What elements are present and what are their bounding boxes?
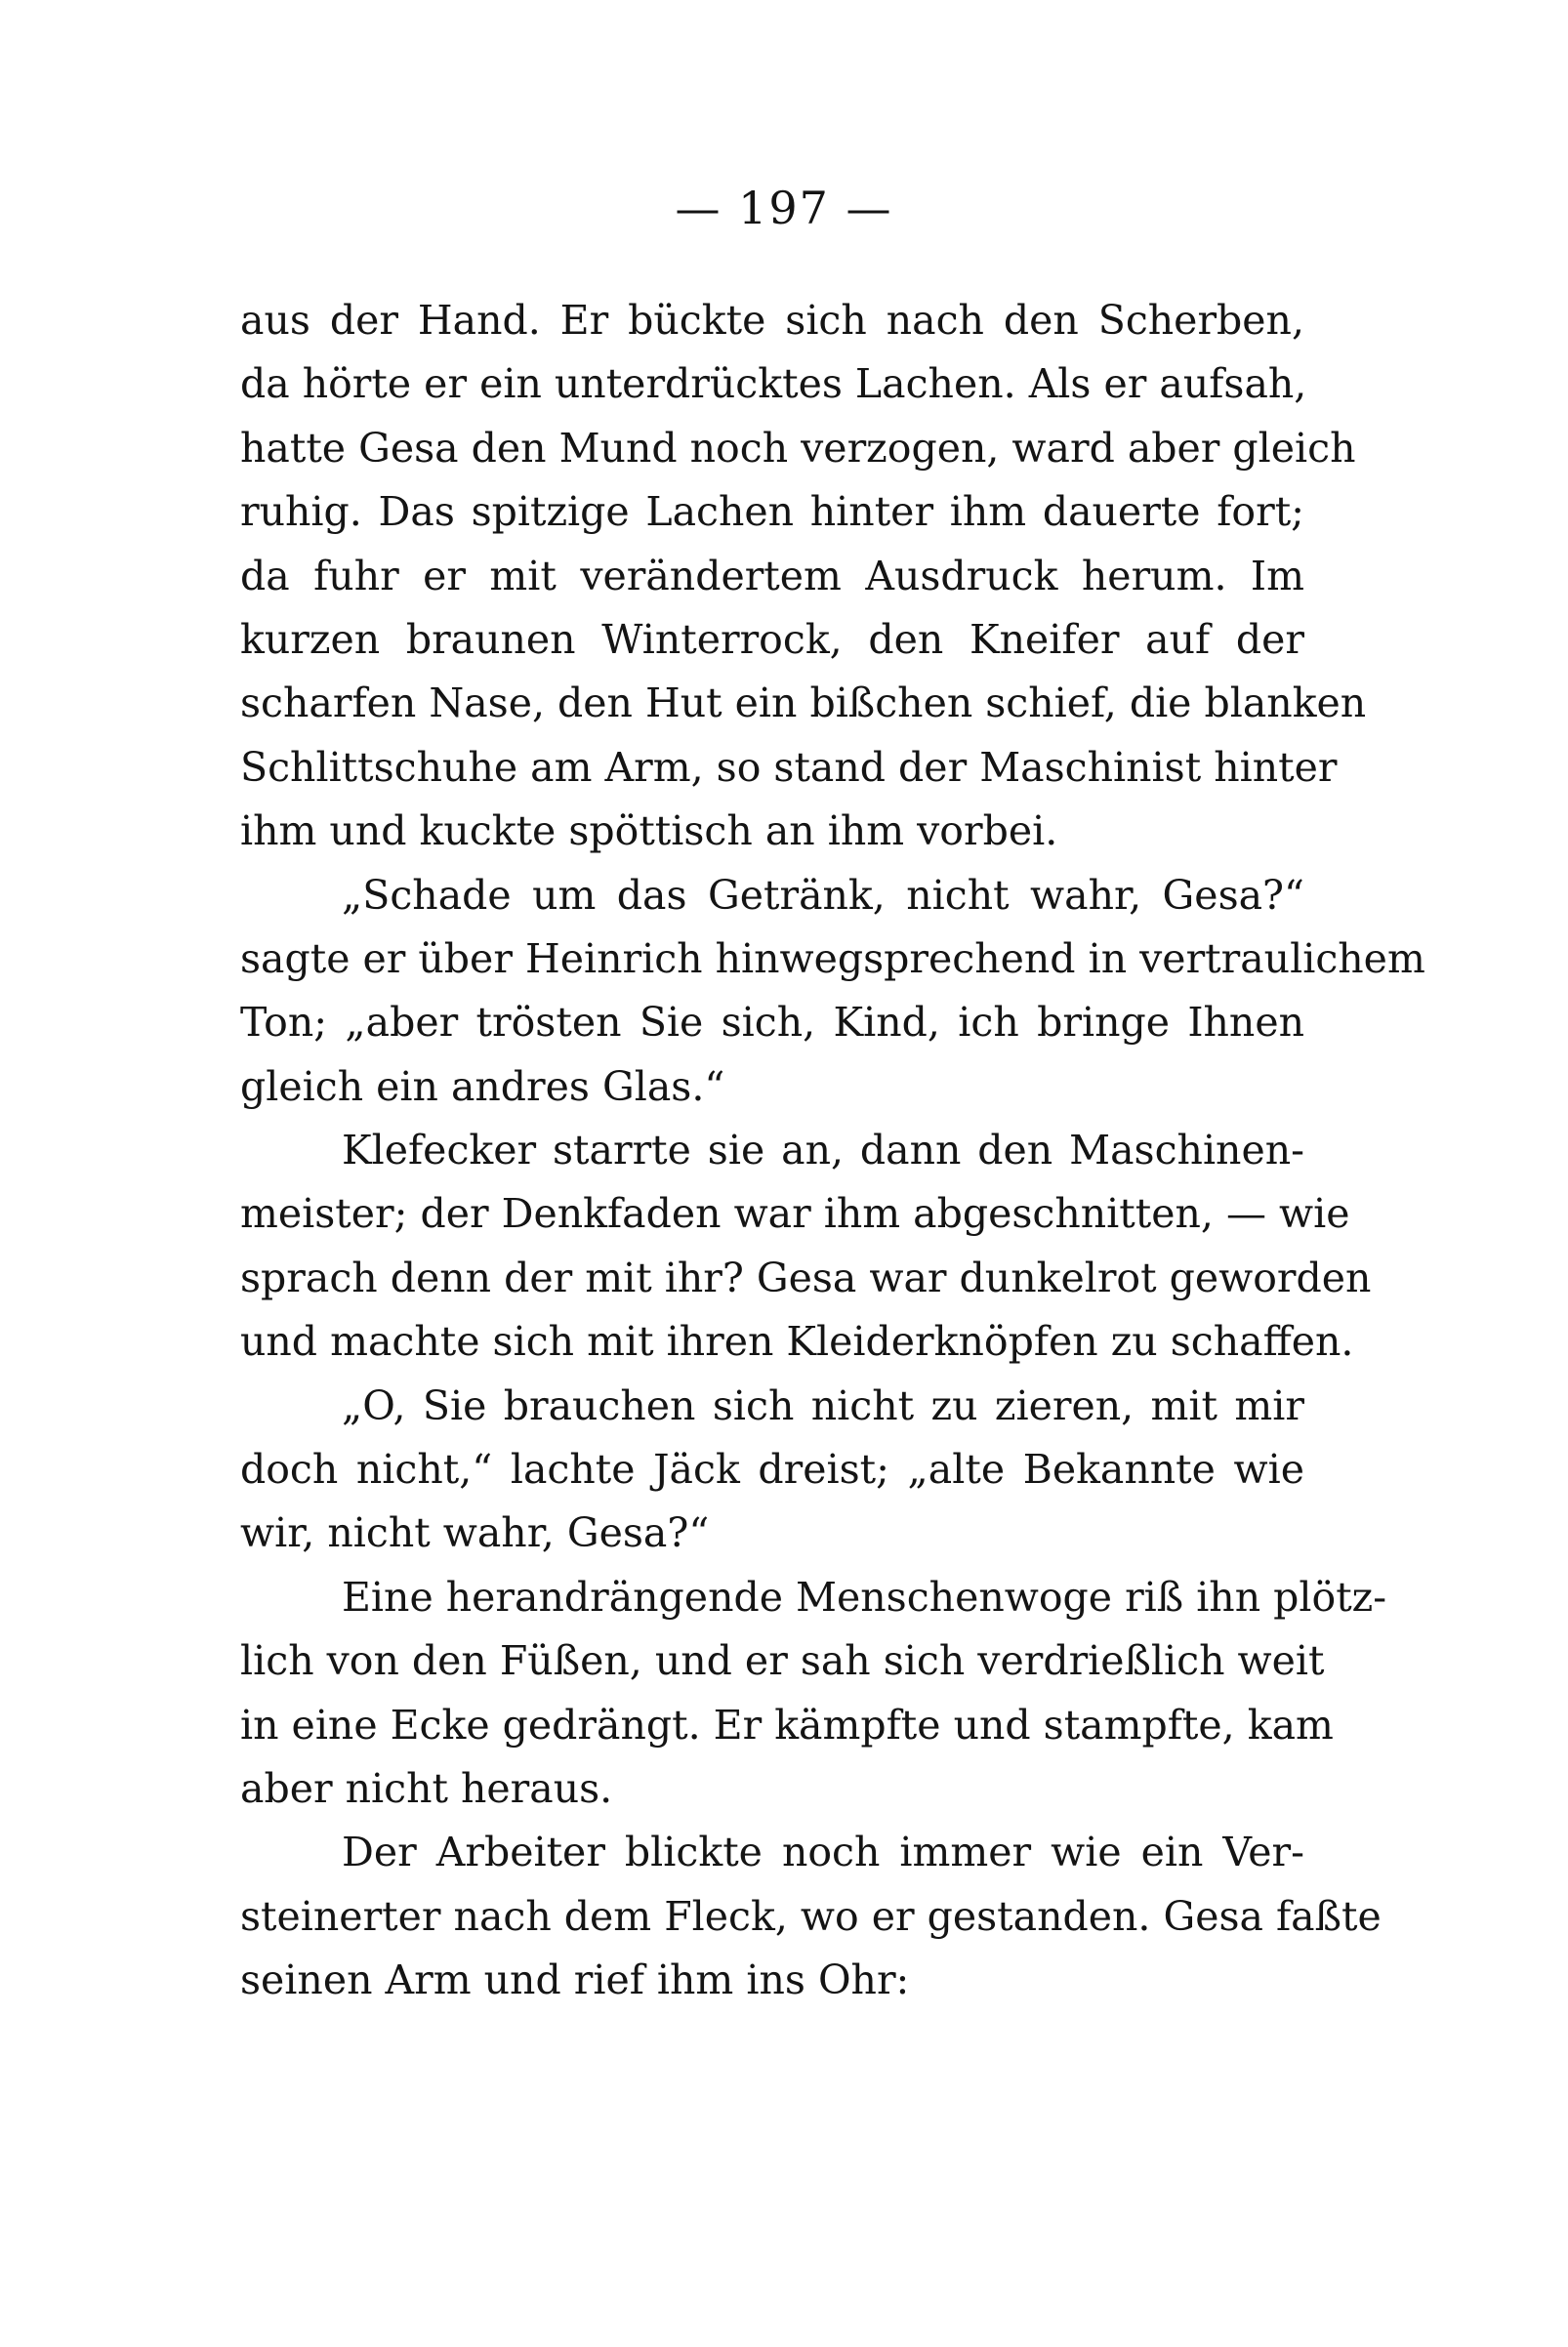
text-line: sagte er über Heinrich hinwegsprechend in vertraulichem: [240, 934, 1425, 982]
text-line: in eine Ecke gedrängt. Er kämpfte und stampfte, kam: [240, 1701, 1334, 1749]
text-line: ruhig. Das spitzige Lachen hinter ihm dauerte fort;: [240, 488, 1304, 536]
text-line: Eine herandrängende Menschenwoge riß ihn plötz-: [342, 1573, 1387, 1621]
text-line: „O, Sie brauchen sich nicht zu zieren, mit mir: [342, 1381, 1304, 1429]
text-line: kurzen braunen Winterrock, den Kneifer auf der: [240, 615, 1304, 663]
text-line: Ton; „aber trösten Sie sich, Kind, ich bringe Ihnen: [240, 999, 1304, 1047]
text-line: und machte sich mit ihren Kleiderknöpfen zu schaffen.: [240, 1318, 1354, 1366]
text-line: meister; der Denkfaden war ihm abgeschnitten, — wie: [240, 1190, 1350, 1238]
text-line: Der Arbeiter blickte noch immer wie ein Ver-: [342, 1829, 1304, 1876]
text-line: sprach denn der mit ihr? Gesa war dunkelrot geworden: [240, 1254, 1372, 1301]
text-line: aus der Hand. Er bückte sich nach den Scherben,: [240, 297, 1304, 344]
text-line: Schlittschuhe am Arm, so stand der Maschinist hinter: [240, 743, 1338, 791]
text-line: lich von den Füßen, und er sah sich verdrießlich weit: [240, 1637, 1325, 1685]
page-number: — 197 —: [675, 182, 893, 234]
text-line: seinen Arm und rief ihm ins Ohr:: [240, 1956, 910, 2004]
text-line: scharfen Nase, den Hut ein bißchen schief, die blanken: [240, 679, 1367, 727]
text-line: Klefecker starrte sie an, dann den Maschinen-: [342, 1127, 1304, 1174]
text-line: steinerter nach dem Fleck, wo er gestanden. Gesa faßte: [240, 1892, 1382, 1940]
text-line: gleich ein andres Glas.“: [240, 1062, 725, 1110]
text-line: „Schade um das Getränk, nicht wahr, Gesa?“: [342, 871, 1304, 919]
text-line: doch nicht,“ lachte Jäck dreist; „alte Bekannte wie: [240, 1446, 1304, 1494]
text-line: da hörte er ein unterdrücktes Lachen. Als er aufsah,: [240, 360, 1307, 408]
text-line: aber nicht heraus.: [240, 1764, 613, 1812]
text-line: wir, nicht wahr, Gesa?“: [240, 1509, 710, 1557]
text-line: hatte Gesa den Mund noch verzogen, ward aber gleich: [240, 424, 1356, 472]
body-text: [240, 289, 1425, 2013]
text-line: ihm und kuckte spöttisch an ihm vorbei.: [240, 807, 1058, 855]
text-line: da fuhr er mit verändertem Ausdruck herum. Im: [240, 552, 1304, 599]
